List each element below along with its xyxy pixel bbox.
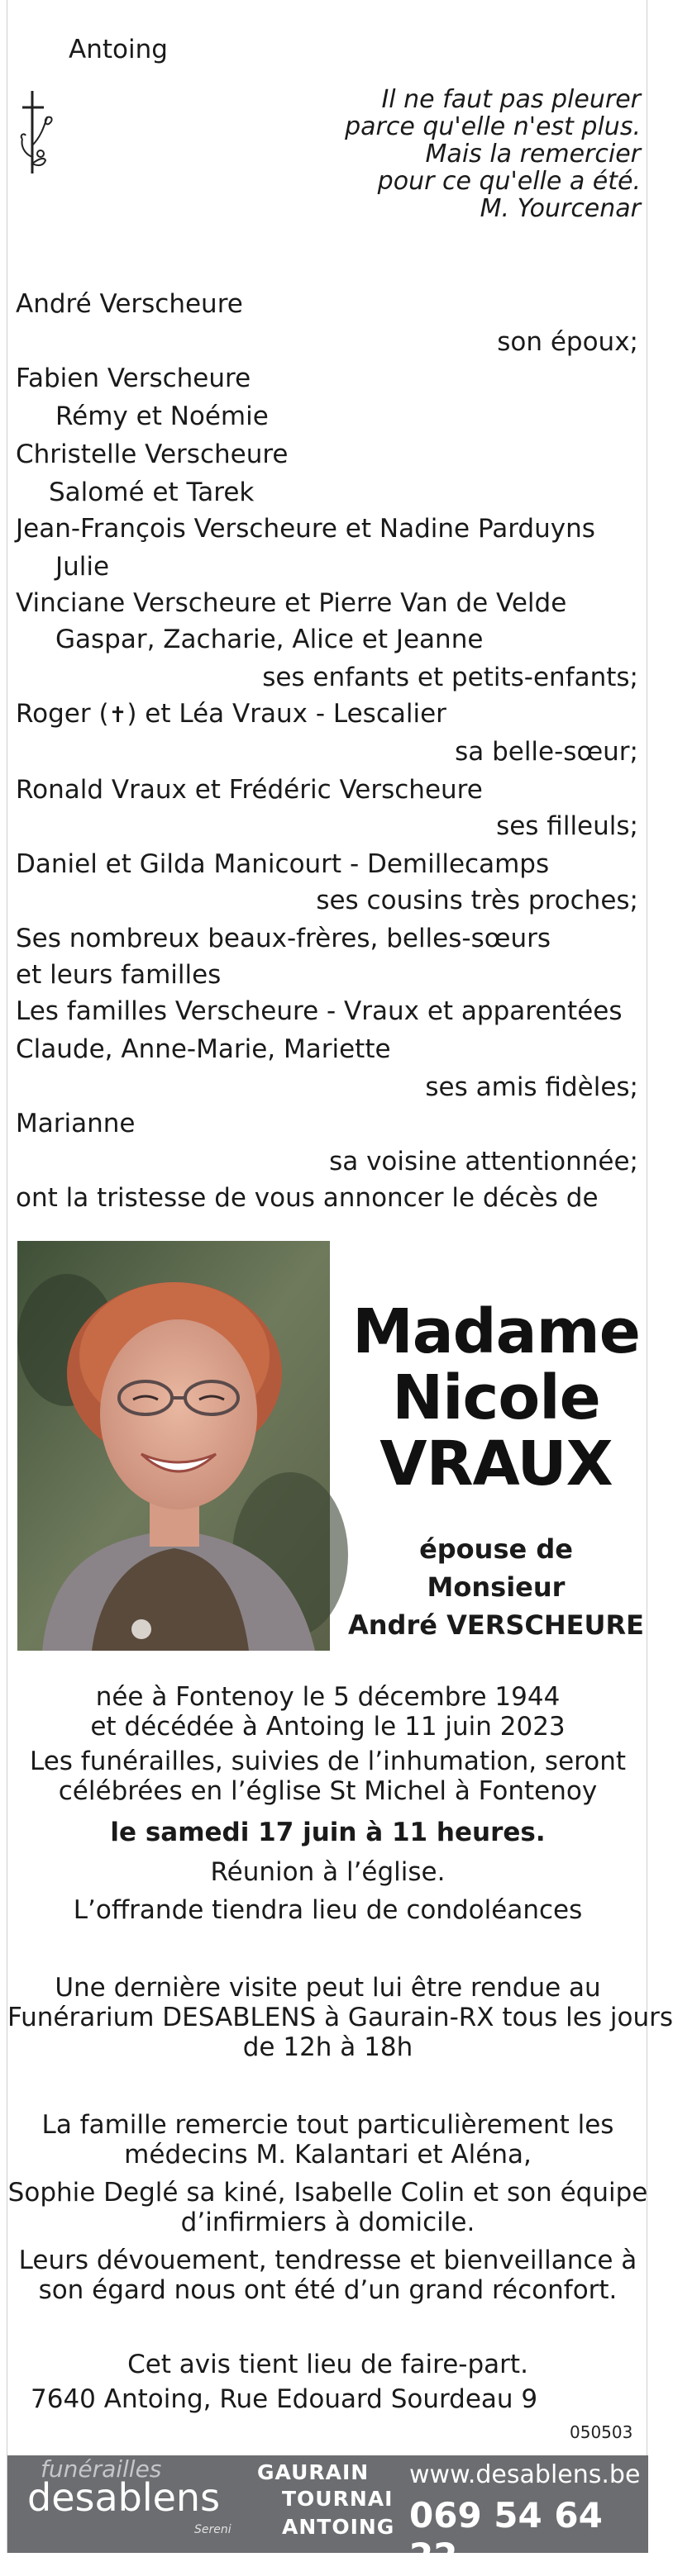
address-line: 7640 Antoing, Rue Edouard Sourdeau 9 [31, 2384, 538, 2414]
announcement-line: ont la tristesse de vous annoncer le décès de [16, 1183, 599, 1213]
brand-subtitle: Sereni [194, 2523, 231, 2536]
birth-line: née à Fontenoy le 5 décembre 1944 [95, 1682, 561, 1712]
family-text: Roger ( [16, 699, 109, 729]
cross-flower-icon [16, 88, 60, 177]
footer-banner [7, 2455, 648, 2576]
family-line: Christelle Verscheure [16, 440, 289, 469]
family-line: Julie [55, 552, 110, 582]
notice-line: Cet avis tient lieu de faire-part. [127, 2350, 528, 2379]
funeral-date: le samedi 17 juin à 11 heures. [110, 1818, 546, 1847]
spouse-line: Monsieur [427, 1571, 566, 1603]
funeral-line: célébrées en l’église St Michel à Fontenoy [58, 1776, 598, 1806]
family-relation: sa voisine attentionnée; [329, 1147, 638, 1176]
deceased-title: Madame [352, 1296, 640, 1367]
family-line: et leurs familles [16, 960, 222, 990]
family-line: Fabien Verscheure [16, 364, 251, 393]
family-line: Claude, Anne-Marie, Mariette [16, 1034, 391, 1064]
family-line: Salomé et Tarek [49, 478, 255, 507]
reunion-line: Réunion à l’église. [210, 1857, 446, 1887]
family-relation: ses amis fidèles; [425, 1072, 638, 1102]
website-link[interactable]: www.desablens.be [409, 2460, 641, 2489]
visit-line: Une dernière visite peut lui être rendue au [55, 1973, 601, 2003]
quote-line: parce qu'elle n'est plus. [345, 112, 641, 141]
family-line: Daniel et Gilda Manicourt - Demillecamps [16, 849, 550, 879]
family-line: Ronald Vraux et Frédéric Verscheure [16, 775, 483, 805]
thanks-line: d’infirmiers à domicile. [180, 2208, 475, 2237]
family-line: Jean-François Verscheure et Nadine Parduyns [16, 514, 595, 544]
spouse-line: épouse de [419, 1533, 573, 1565]
brand-tagline: funérailles [41, 2455, 162, 2483]
deceased-last-name: VRAUX [379, 1428, 613, 1499]
visit-line: Funérarium DESABLENS à Gaurain-RX tous les jours [7, 2003, 673, 2032]
family-line: Ses nombreux beaux-frères, belles-sœurs [16, 924, 551, 953]
phone-number[interactable]: 069 54 64 22 [409, 2495, 603, 2576]
family-text: ) et Léa Vraux - Lescalier [126, 699, 446, 729]
spouse-name: André VERSCHEURE [348, 1609, 644, 1641]
quote-line: pour ce qu'elle a été. [377, 167, 641, 196]
family-line: Marianne [16, 1109, 136, 1138]
brand-name: desablens [27, 2475, 221, 2520]
thanks-line: Sophie Deglé sa kiné, Isabelle Colin et son équipe [7, 2178, 648, 2208]
family-relation: son époux; [497, 327, 638, 357]
obituary-notice [7, 0, 673, 2576]
family-line: André Verscheure [16, 289, 243, 319]
thanks-line: médecins M. Kalantari et Aléna, [124, 2140, 532, 2170]
quote-line: Mais la remercier [425, 140, 641, 169]
family-relation: ses cousins très proches; [316, 886, 638, 915]
family-relation: sa belle-sœur; [455, 737, 638, 767]
portrait-photo [17, 1241, 330, 1651]
thanks-line: Leurs dévouement, tendresse et bienveillance à [18, 2246, 637, 2275]
location-gaurain: GAURAIN [257, 2460, 370, 2484]
spouse-block [346, 1530, 646, 1644]
offering-line: L’offrande tiendra lieu de condoléances [73, 1895, 583, 1925]
family-line [16, 696, 446, 734]
location-tournai: TOURNAI [282, 2487, 394, 2511]
quote-line: Il ne faut pas pleurer [381, 85, 641, 114]
family-line: Les familles Verscheure - Vraux et apparentées [16, 996, 623, 1026]
funeral-line: Les funérailles, suivies de l’inhumation, seront [29, 1747, 626, 1776]
thanks-line: son égard nous ont été d’un grand réconfort. [38, 2275, 618, 2305]
death-line: et décédée à Antoing le 11 juin 2023 [90, 1712, 566, 1742]
deceased-name [346, 1296, 646, 1499]
thanks-line: La famille remercie tout particulièrement les [41, 2110, 614, 2140]
family-line: Rémy et Noémie [55, 402, 269, 431]
family-relation: ses filleuls; [496, 811, 638, 841]
location-label: Antoing [69, 35, 168, 64]
location-antoing: ANTOING [282, 2515, 395, 2539]
reference-code: 050503 [570, 2422, 633, 2442]
visit-line: de 12h à 18h [242, 2032, 413, 2062]
deceased-first-name: Nicole [392, 1362, 600, 1433]
family-line: Vinciane Verscheure et Pierre Van de Velde [16, 588, 567, 618]
cross-icon: ✝ [108, 703, 127, 728]
family-line: Gaspar, Zacharie, Alice et Jeanne [55, 625, 484, 654]
epigraph-quote [280, 86, 641, 222]
quote-author: M. Yourcenar [480, 194, 641, 223]
family-relation: ses enfants et petits-enfants; [262, 663, 638, 692]
